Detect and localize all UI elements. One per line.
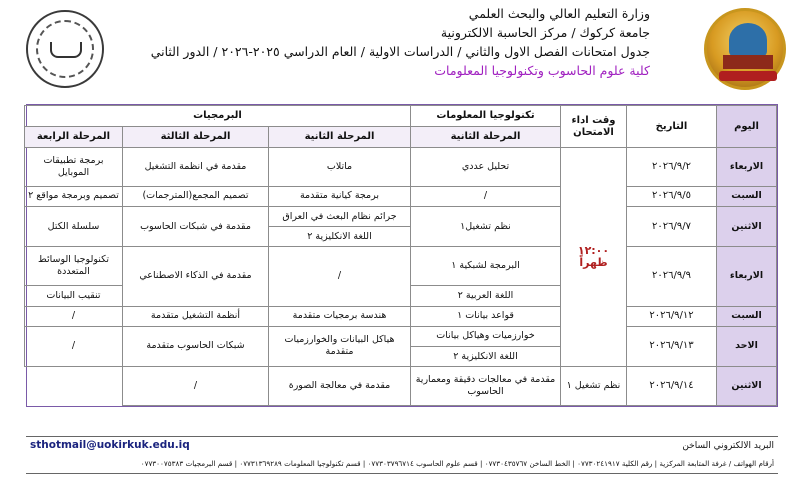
prog-stage2-cell: / bbox=[269, 247, 411, 306]
table-row bbox=[24, 186, 776, 206]
prog-stage4-cell: / bbox=[24, 306, 122, 326]
exam-time-period: ظهراً bbox=[579, 256, 608, 270]
prog-stage3-header: المرحلة الثالثة bbox=[123, 127, 269, 148]
prog-stage3-cell: مقدمة في معالجة الصورة bbox=[269, 367, 411, 406]
it-stage2-cell: قواعد بيانات ١ bbox=[411, 306, 561, 326]
prog-stage3-cell: شبكات الحاسوب متقدمة bbox=[123, 326, 269, 366]
prog-stage4-cell: برمجة تطبيقات الموبايل bbox=[24, 148, 122, 187]
schedule-title: جدول امتحانات الفصل الاول والثاني / الدراسات الاولية / العام الدراسي ٢٠٢٥-٢٠٢٦ / الدور الثاني bbox=[150, 44, 650, 59]
row-day: الاربعاء bbox=[717, 247, 777, 306]
table-row bbox=[24, 247, 776, 286]
it-stage2-header: المرحلة الثانية bbox=[411, 127, 561, 148]
row-date: ٢٠٢٦/٩/١٤ bbox=[627, 367, 717, 406]
row-date: ٢٠٢٦/٩/٥ bbox=[627, 186, 717, 206]
prog-stage2-header: المرحلة الثانية bbox=[269, 127, 411, 148]
row-date: ٢٠٢٦/٩/٩ bbox=[627, 247, 717, 306]
it-stage2-cell: / bbox=[411, 186, 561, 206]
it-stage2-cell: تحليل عددي bbox=[411, 148, 561, 187]
table-row bbox=[24, 207, 776, 227]
row-day: السبت bbox=[717, 306, 777, 326]
prog-stage3-cell: مقدمة في الذكاء الاصطناعي bbox=[123, 247, 269, 306]
page-footer bbox=[26, 436, 778, 474]
row-day: السبت bbox=[717, 186, 777, 206]
col-day-header: اليوم bbox=[717, 106, 777, 148]
email-label: البريد الالكتروني الساخن bbox=[682, 441, 774, 451]
prog-stage4-cell: تكنولوجيا الوسائط المتعددة bbox=[24, 247, 122, 286]
book-icon bbox=[50, 42, 82, 58]
prog-stage2-cell: هياكل البيانات والخوارزميات متقدمة bbox=[269, 326, 411, 366]
prog-stage3-cell: تصميم المجمع(المترجمات) bbox=[123, 186, 269, 206]
page-header bbox=[0, 0, 800, 100]
exam-time-value: ١٢:٠٠ bbox=[577, 244, 610, 258]
phone-numbers: أرقام الهواتف / غرفة المتابعة المركزية | رقم الكلية ٠٧٧٣٠٢٤١٩١٧ | الخط الساخن ٠٧٧٣٠٤٣٥٧٦٧ | قسم علوم الحاسوب ٠٧٧٣٠٣٧٩٦٧١٤ | قسم تكنولوجيا المعلومات ٠٧٧٣١٣٦٩٢٨٩ | قسم البرمجيات ٠٧٧٣٠٠٧٥٣٨٣ bbox=[140, 459, 774, 468]
logo-ribbon bbox=[719, 71, 777, 81]
it-stage2-cell: نظم تشغيل ١ bbox=[561, 367, 627, 406]
computer-center-logo bbox=[26, 10, 104, 88]
exam-schedule-table bbox=[26, 104, 778, 407]
prog-stage3-cell: مقدمة في انظمة التشغيل bbox=[123, 148, 269, 187]
it-stage2-cell: البرمجة لشبكية ١ bbox=[411, 247, 561, 286]
row-date: ٢٠٢٦/٩/١٢ bbox=[627, 306, 717, 326]
group-it-header: تكنولوجيا المعلومات bbox=[411, 106, 561, 127]
it-stage2-cell: خوارزميات وهياكل بيانات bbox=[411, 326, 561, 346]
table-row bbox=[24, 367, 776, 406]
table-row bbox=[24, 148, 776, 187]
prog-stage2-cell: ماتلاب bbox=[269, 148, 411, 187]
prog-stage4-cell: / bbox=[24, 326, 122, 366]
col-date-header: التاريخ bbox=[627, 106, 717, 148]
ministry-name: وزارة التعليم العالي والبحث العلمي bbox=[468, 6, 650, 21]
row-day: الاثنين bbox=[717, 367, 777, 406]
university-logo bbox=[704, 8, 786, 90]
it-stage2-cell: نظم تشغيل١ bbox=[411, 207, 561, 247]
prog-stage2-cell: جرائم نظام البعث في العراق bbox=[269, 207, 411, 227]
header-text bbox=[130, 4, 650, 80]
row-day: الاثنين bbox=[717, 207, 777, 247]
prog-stage4-cell: / bbox=[123, 367, 269, 406]
row-day: الاحد bbox=[717, 326, 777, 366]
logo-base bbox=[723, 55, 773, 69]
hotline-email[interactable]: sthotmail@uokirkuk.edu.iq bbox=[30, 439, 190, 451]
it-stage2-cell: اللغة الانكليزية ٢ bbox=[411, 346, 561, 366]
row-day: الاربعاء bbox=[717, 148, 777, 187]
prog-stage4-cell: سلسلة الكتل bbox=[24, 207, 122, 247]
prog-stage4-cell: تصميم وبرمجة مواقع ٢ bbox=[24, 186, 122, 206]
university-name: جامعة كركوك / مركز الحاسبة الالكترونية bbox=[440, 25, 650, 40]
row-date: ٢٠٢٦/٩/٢ bbox=[627, 148, 717, 187]
prog-stage2-cell: مقدمة في معالجات دقيقة ومعمارية الحاسوب bbox=[411, 367, 561, 406]
prog-stage4-cell: تنقيب البيانات bbox=[24, 286, 122, 306]
faculty-name: كلية علوم الحاسوب وتكنولوجيا المعلومات bbox=[434, 63, 650, 78]
row-date: ٢٠٢٦/٩/١٣ bbox=[627, 326, 717, 366]
table-row bbox=[24, 306, 776, 326]
prog-stage2-cell: هندسة برمجيات متقدمة bbox=[269, 306, 411, 326]
it-stage2-cell: اللغة العربية ٢ bbox=[411, 286, 561, 306]
prog-stage2-cell: برمجة كيانية متقدمة bbox=[269, 186, 411, 206]
prog-stage3-cell: مقدمة في شبكات الحاسوب bbox=[123, 207, 269, 247]
prog-stage4-header: المرحلة الرابعة bbox=[24, 127, 122, 148]
prog-stage3-cell: أنظمة التشغيل متقدمة bbox=[123, 306, 269, 326]
exam-time bbox=[561, 148, 627, 367]
row-date: ٢٠٢٦/٩/٧ bbox=[627, 207, 717, 247]
group-prog-header: البرمجيات bbox=[24, 106, 410, 127]
col-time-header: وقت اداء الامتحان bbox=[561, 106, 627, 148]
table-row bbox=[24, 326, 776, 346]
prog-stage2-cell: اللغة الانكليزية ٢ bbox=[269, 227, 411, 247]
dome-icon bbox=[729, 23, 767, 57]
